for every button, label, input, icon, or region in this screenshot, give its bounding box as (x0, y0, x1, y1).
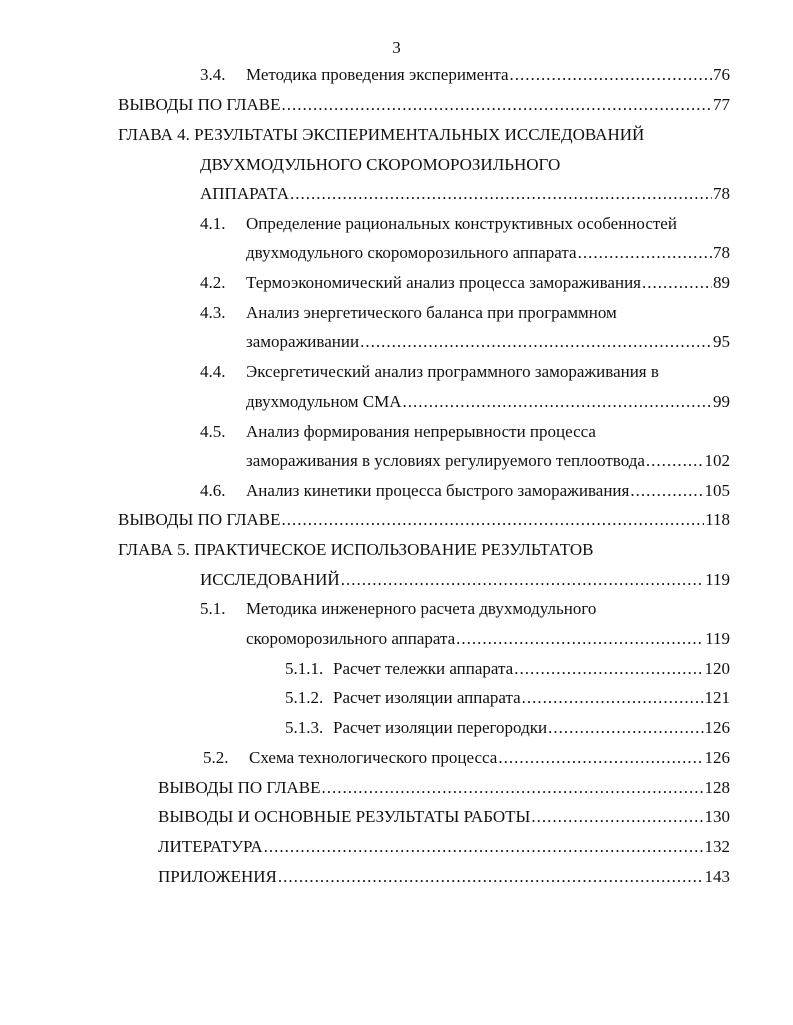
toc-entry-title: Анализ кинетики процесса быстрого замораживания (246, 481, 630, 500)
toc-entry-number: 4.1. (200, 214, 226, 233)
toc-leader-dots (522, 687, 704, 709)
toc-leader-dots (646, 450, 704, 472)
toc-entry-page: 102 (704, 451, 730, 470)
toc-chapter-4-line1: ГЛАВА 4. РЕЗУЛЬТАТЫ ЭКСПЕРИМЕНТАЛЬНЫХ ИССЛЕДОВАНИЙ (118, 125, 645, 144)
toc-entry-number: 5.2. (203, 748, 229, 767)
toc-entry-conclusions-ch5 (158, 777, 730, 799)
toc-leader-dots (578, 242, 712, 264)
toc-leader-dots (642, 272, 712, 294)
toc-leader-dots (510, 64, 712, 86)
toc-entry-page: 118 (705, 510, 730, 529)
toc-entry-4-3-line1 (200, 302, 617, 324)
toc-entry-title: ВЫВОДЫ ПО ГЛАВЕ (158, 778, 321, 797)
toc-entry-page: 95 (713, 332, 730, 351)
toc-entry-title: ВЫВОДЫ И ОСНОВНЫЕ РЕЗУЛЬТАТЫ РАБОТЫ (158, 807, 531, 826)
toc-entry-4-4-line1 (200, 361, 659, 383)
toc-entry-title: Расчет изоляции перегородки (333, 718, 548, 737)
toc-entry-number: 4.2. (200, 273, 226, 292)
toc-entry-5-1-1 (285, 658, 730, 680)
toc-entry-page: 78 (713, 184, 730, 203)
toc-entry-title: Методика проведения эксперимента (246, 65, 509, 84)
toc-leader-dots (360, 331, 712, 353)
toc-entry-title: двухмодульном СМА (246, 392, 402, 411)
toc-entry-title: Методика инженерного расчета двухмодульного (246, 599, 597, 618)
toc-entry-5-1-line2 (246, 628, 730, 650)
toc-entry-page: 126 (704, 718, 730, 737)
toc-chapter-5-line2 (200, 569, 730, 591)
toc-entry-title: Определение рациональных конструктивных особенностей (246, 214, 677, 233)
toc-entry-title: ЛИТЕРАТУРА (158, 837, 263, 856)
toc-entry-number: 5.1.3. (285, 718, 324, 737)
toc-entry-title: ВЫВОДЫ ПО ГЛАВЕ (118, 510, 281, 529)
toc-entry-4-2 (200, 272, 730, 294)
toc-entry-conclusions-ch4 (118, 509, 730, 531)
toc-entry-title: ИССЛЕДОВАНИЙ (200, 570, 340, 589)
toc-entry-title: Анализ формирования непрерывности процесса (246, 422, 596, 441)
toc-entry-number: 5.1. (200, 599, 226, 618)
toc-entry-number: 4.3. (200, 303, 226, 322)
toc-entry-title: двухмодульного скороморозильного аппарата (246, 243, 577, 262)
toc-entry-title: ПРИЛОЖЕНИЯ (158, 867, 277, 886)
toc-leader-dots (514, 658, 703, 680)
toc-leader-dots (403, 391, 712, 413)
toc-entry-number: 4.5. (200, 422, 226, 441)
toc-entry-title: Анализ энергетического баланса при программном (246, 303, 617, 322)
toc-leader-dots (322, 777, 704, 799)
toc-entry-page: 119 (705, 629, 730, 648)
toc-entry-4-6 (200, 480, 730, 502)
toc-entry-title: Расчет тележки аппарата (333, 659, 514, 678)
toc-entry-4-3-line2 (246, 331, 730, 353)
toc-entry-4-1-line1 (200, 213, 677, 235)
toc-entry-page: 121 (704, 688, 730, 707)
toc-entry-page: 99 (713, 392, 730, 411)
toc-leader-dots (498, 747, 703, 769)
toc-leader-dots (548, 717, 703, 739)
toc-entry-title: Эксергетический анализ программного замораживания в (246, 362, 659, 381)
toc-leader-dots (278, 866, 704, 888)
toc-entry-page: 132 (704, 837, 730, 856)
toc-entry-appendices (158, 866, 730, 888)
toc-leader-dots (341, 569, 704, 591)
toc-entry-page: 120 (704, 659, 730, 678)
toc-chapter-4-line2: ДВУХМОДУЛЬНОГО СКОРОМОРОЗИЛЬНОГО (200, 155, 561, 174)
toc-entry-page: 105 (704, 481, 730, 500)
toc-leader-dots (282, 94, 713, 116)
toc-entry-page: 77 (713, 95, 730, 114)
toc-entry-title: замораживании (246, 332, 360, 351)
toc-entry-title: АППАРАТА (200, 184, 289, 203)
toc-chapter-5-line1: ГЛАВА 5. ПРАКТИЧЕСКОЕ ИСПОЛЬЗОВАНИЕ РЕЗУЛЬТАТОВ (118, 540, 594, 559)
toc-entry-number: 4.6. (200, 481, 226, 500)
toc-leader-dots (282, 509, 705, 531)
toc-entry-number: 4.4. (200, 362, 226, 381)
toc-entry-title: Расчет изоляции аппарата (333, 688, 521, 707)
toc-entry-literature (158, 836, 730, 858)
toc-entry-number: 5.1.2. (285, 688, 324, 707)
toc-entry-page: 89 (713, 273, 730, 292)
toc-entry-title: скороморозильного аппарата (246, 629, 456, 648)
toc-entry-4-5-line2 (246, 450, 730, 472)
toc-entry-page: 128 (704, 778, 730, 797)
toc-entry-title: Схема технологического процесса (249, 748, 498, 767)
toc-leader-dots (290, 183, 712, 205)
toc-entry-number: 5.1.1. (285, 659, 324, 678)
toc-entry-4-1-line2 (246, 242, 730, 264)
toc-leader-dots (456, 628, 704, 650)
toc-entry-main-results (158, 806, 730, 828)
toc-leader-dots (630, 480, 703, 502)
toc-leader-dots (264, 836, 704, 858)
toc-entry-title: Термоэкономический анализ процесса замораживания (246, 273, 641, 292)
toc-entry-4-5-line1 (200, 421, 596, 443)
toc-entry-page: 76 (713, 65, 730, 84)
toc-entry-page: 78 (713, 243, 730, 262)
toc-entry-5-1-2 (285, 687, 730, 709)
toc-entry-5-2 (203, 747, 730, 769)
toc-entry-title: ВЫВОДЫ ПО ГЛАВЕ (118, 95, 281, 114)
toc-entry-page: 130 (704, 807, 730, 826)
toc-entry-conclusions-ch3 (118, 94, 730, 116)
toc-entry-page: 126 (704, 748, 730, 767)
toc-entry-5-1-3 (285, 717, 730, 739)
toc-chapter-4-line3 (200, 183, 730, 205)
toc-leader-dots (531, 806, 703, 828)
toc-entry-4-4-line2 (246, 391, 730, 413)
page-number: 3 (392, 38, 401, 57)
toc-entry-number: 3.4. (200, 65, 226, 84)
toc-entry-page: 143 (704, 867, 730, 886)
toc-entry-5-1-line1 (200, 598, 596, 620)
toc-entry-page: 119 (705, 570, 730, 589)
toc-entry-3-4 (200, 64, 730, 86)
toc-entry-title: замораживания в условиях регулируемого теплоотвода (246, 451, 645, 470)
